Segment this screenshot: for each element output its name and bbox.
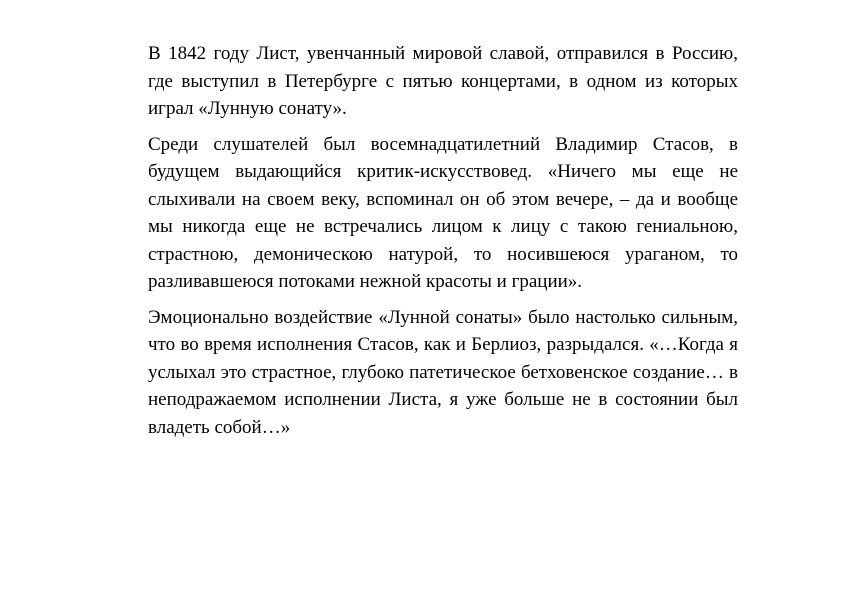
paragraph-stasov-quote: Среди слушателей был восемнадцатилетний Владимир Стасов, в будущем выдающийся критик-искусствовед. «Ничего мы еще не слыхивали на своем веку, вспоминал он об этом вечере, – да и вообще мы никогда еще не встречались лицом к лицу с такою гениальною, страстною, демоническою натурой, то носившеюся ураганом, то разливавшеюся потоками нежной красоты и грации». [148,133,738,292]
paragraph-emotional-impact: Эмоционально воздействие «Лунной сонаты» было настолько сильным, что во время исполнения Стасов, как и Берлиоз, разрыдался. «…Когда я услыхал это страстное, глубоко патетическое бетховенское создание… в неподражаемом исполнении Листа, я уже больше не в состоянии был владеть собой…» [148,306,738,438]
document-text [148,40,738,449]
paragraph-liszt-russia: В 1842 году Лист, увенчанный мировой славой, отправился в Россию, где выступил в Петербурге с пятью концертами, в одном из которых играл «Лунную сонату». [148,43,738,119]
